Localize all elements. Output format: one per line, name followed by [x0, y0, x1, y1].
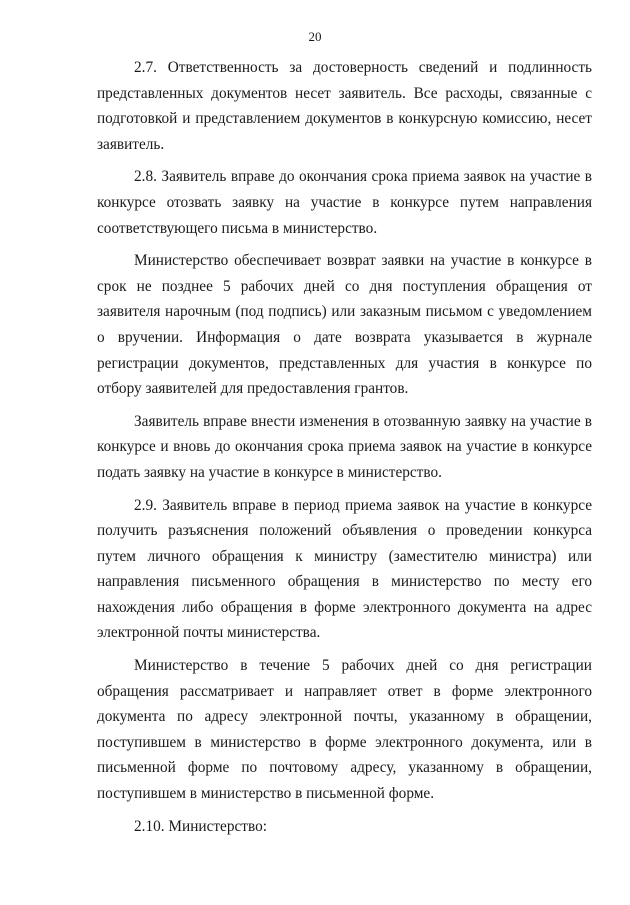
paragraph-2-7: 2.7. Ответственность за достоверность сведений и подлинность представленных документов несет заявитель. Все расходы, связанные с подготовкой и представлением документов в конкурсную комиссию, несет заявитель.: [97, 59, 592, 153]
page-number: 20: [308, 29, 322, 44]
paragraph-2-10: 2.10. Министерство:: [134, 817, 267, 835]
document-body: [97, 55, 592, 839]
paragraph-ministry-response: Министерство в течение 5 рабочих дней со дня регистрации обращения рассматривает и направляет ответ в форме электронного документа по адресу электронной почты, указанному в обращении, поступившем в министерство в форме электронного документа, или в письменной форме по почтовому адресу, указанному в обращении, поступившем в министерство в письменной форме.: [97, 657, 592, 803]
paragraph-2-8: 2.8. Заявитель вправе до окончания срока приема заявок на участие в конкурсе отозвать заявку на участие в конкурсе путем направления соответствующего письма в министерство.: [97, 168, 592, 237]
paragraph-2-9: 2.9. Заявитель вправе в период приема заявок на участие в конкурсе получить разъяснения положений объявления о проведении конкурса путем личного обращения к министру (заместителю министра) или направления письменного обращения в министерство по месту его нахождения либо обращения в форме электронного документа на адрес электронной почты министерства.: [97, 496, 592, 642]
paragraph-amend-withdrawn-application: Заявитель вправе внести изменения в отозванную заявку на участие в конкурсе и вновь до окончания срока приема заявок на участие в конкурсе подать заявку на участие в конкурсе в министерство.: [97, 412, 592, 481]
paragraph-return-of-application: Министерство обеспечивает возврат заявки на участие в конкурсе в срок не позднее 5 рабочих дней со дня поступления обращения от заявителя нарочным (под подпись) или заказным письмом с уведомлением о вручении. Информация о дате возврата указывается в журнале регистрации документов, представленных для участия в конкурсе по отбору заявителей для предоставления грантов.: [97, 252, 592, 398]
